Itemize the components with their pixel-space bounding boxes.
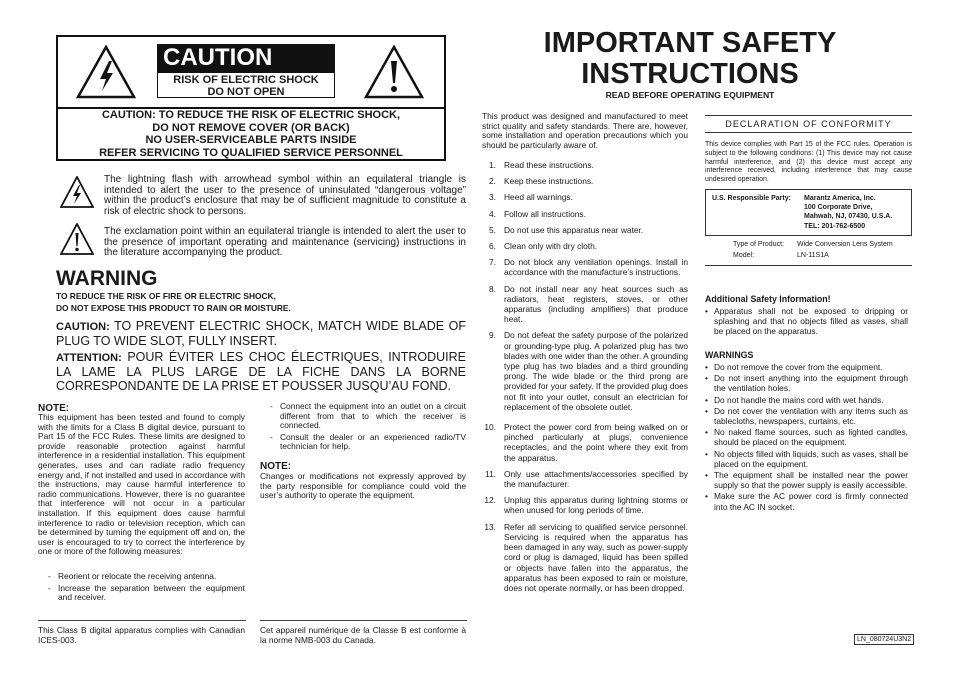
plug-caution-label: CAUTION:	[56, 321, 110, 333]
party-label: U.S. Responsible Party:	[712, 194, 791, 202]
plug-caution	[56, 319, 466, 348]
list-item: • No objects filled with liquids, such as vases, shall be placed on the equipment.	[705, 449, 908, 469]
list-item: • Do not handle the mains cord with wet hands.	[705, 395, 908, 405]
list-item: 10. Protect the power cord from being walked on or pinched particularly at plugs, convenience receptacles, and the point where they exit from the apparatus.	[484, 422, 688, 463]
exclamation-triangle-icon	[364, 45, 424, 99]
lightning-symbol-text: The lightning flash with arrowhead symbol within an equilateral triangle is intended to alert the user to the presence of uninsulated “dangerous voltage” within the product’s enclosure that may be of sufficient magnitude to constitute a risk of electric shock to persons.	[104, 174, 466, 217]
list-item: • Do not cover the ventilation with any items such as tablecloths, newspapers, curtains, etc.	[705, 406, 908, 426]
caution-line: REFER SERVICING TO QUALIFIED SERVICE PERSONNEL	[99, 146, 403, 159]
caution-sub-line1: RISK OF ELECTRIC SHOCK	[173, 74, 319, 86]
note-heading: NOTE:	[38, 403, 70, 414]
page-title	[520, 28, 860, 90]
type-label: Type of Product:	[733, 240, 784, 248]
additional-safety-list	[705, 306, 908, 338]
list-item: • The equipment shall be installed near the power supply so that the power supply is easily accessible.	[705, 470, 908, 490]
caution-statements	[58, 109, 444, 159]
list-item: 7. Do not block any ventilation openings. Install in accordance with the manufacture’s instructions.	[489, 257, 688, 278]
list-item: 12. Unplug this apparatus during lightning storms or when unused for long periods of time.	[484, 495, 688, 516]
list-item: 3. Heed all warnings.	[489, 192, 573, 203]
declaration-of-conformity	[705, 115, 912, 266]
plug-caution-text: TO PREVENT ELECTRIC SHOCK, MATCH WIDE BLADE OF PLUG TO WIDE SLOT, FULLY INSERT.	[56, 319, 466, 348]
measures-list-left	[48, 572, 245, 605]
caution-line: CAUTION: TO REDUCE THE RISK OF ELECTRIC SHOCK,	[101, 109, 401, 121]
caution-title: CAUTION	[157, 44, 335, 72]
list-item: 11. Only use attachments/accessories specified by the manufacturer.	[484, 468, 688, 490]
exclamation-triangle-icon	[60, 223, 94, 255]
caution-box	[56, 35, 446, 161]
divider	[260, 620, 467, 621]
list-item: 13. Refer all servicing to qualified service personnel. Servicing is required when the apparatus has been damaged in any way, such as power-supply cord or plug is damaged, liquid has been spilled or objects have fallen into the apparatus, the apparatus has been exposed to rain or moisture, does not operate normally, or has been dropped.	[484, 521, 688, 593]
product-info	[705, 239, 912, 261]
additional-safety-heading: Additional Safety Information!	[705, 294, 831, 304]
warning-sub-line1: TO REDUCE THE RISK OF FIRE OR ELECTRIC SHOCK,	[56, 291, 276, 301]
model-value: LN-11S1A	[797, 251, 829, 259]
divider	[705, 265, 912, 266]
lightning-triangle-icon	[76, 45, 136, 99]
plug-attention-label: ATTENTION:	[56, 352, 122, 364]
party-details: Marantz America, Inc. 100 Corporate Drive, Mahwah, NJ, 07430, U.S.A. TEL: 201-762-6500	[804, 194, 893, 230]
warning-title: WARNING	[56, 267, 158, 290]
list-item: • Make sure the AC power cord is firmly connected into the AC IN socket.	[705, 491, 908, 511]
warnings-heading: WARNINGS	[705, 350, 754, 360]
list-item: • Apparatus shall not be exposed to dripping or splashing and that no objects filled as vases, shall be placed on the apparatus.	[705, 306, 908, 337]
lightning-triangle-icon	[60, 176, 94, 208]
note2-text: Changes or modifications not expressly approved by the party responsible for compliance could void the user’s authority to operate the equipment.	[260, 471, 466, 501]
list-item: • No naked flame sources, such as lighted candles, should be placed on the equipment.	[705, 427, 908, 447]
declaration-text: This device complies with Part 15 of the FCC rules. Operation is subject to the following conditions: (1) This device may not cause harmful interference, and (2) this device must accept any interference received, including interference that may cause undesired operation.	[705, 141, 912, 184]
caution-header	[58, 37, 444, 109]
caution-subtitle	[157, 72, 335, 98]
list-item: - Reorient or relocate the receiving antenna.	[48, 572, 245, 582]
list-item: - Connect the equipment into an outlet on a circuit different from that to which the receiver is connected.	[270, 402, 466, 431]
list-item: - Increase the separation between the equipment and receiver.	[48, 584, 245, 603]
list-item: 2. Keep these instructions.	[489, 176, 594, 187]
document-code: LN_080724U3N2	[854, 634, 914, 645]
responsible-party-box	[705, 189, 912, 236]
safety-instructions-list	[482, 160, 688, 599]
plug-attention	[56, 350, 466, 393]
title-line2: INSTRUCTIONS	[581, 58, 799, 90]
list-item: - Consult the dealer or an experienced radio/TV technician for help.	[270, 433, 466, 452]
type-value: Wide Conversion Lens System	[797, 240, 893, 248]
caution-line: NO USER-SERVICEABLE PARTS INSIDE	[145, 134, 357, 146]
model-label: Model:	[733, 251, 755, 259]
plug-attention-text: POUR ÉVITER LES CHOC ÉLECTRIQUES, INTRODUIRE LA LAME LA PLUS LARGE DE LA FICHE DANS LA BORNE CORRESPONDANTE DE LA PRISE ET POUSSER JUSQU’AU FOND.	[56, 350, 466, 393]
list-item: 4. Follow all instructions.	[489, 208, 586, 219]
canada-statement-en: This Class B digital apparatus complies with Canadian ICES-003.	[38, 625, 245, 645]
list-item: 9. Do not defeat the safety purpose of the polarized or grounding-type plug. A polarized plug has two blades with one wider than the other. A grounding type plug has two blades and a third grounding prong. The wide blade or the third prong are provided for your safety. If the provided plug does not fit into your outlet, consult an electrician for replacement of the obsolete outlet.	[489, 330, 688, 412]
canada-statement-fr: Cet appareil numérique de la Classe B est conforme à la norme NMB-003 du Canada.	[260, 625, 466, 645]
list-item: 5. Do not use this apparatus near water.	[489, 224, 644, 235]
list-item: 1. Read these instructions.	[489, 160, 594, 170]
measures-list-right	[270, 402, 466, 454]
caution-sub-line2: DO NOT OPEN	[207, 86, 285, 98]
list-item: • Do not remove the cover from the equipment.	[705, 362, 908, 372]
list-item: 6. Clean only with dry cloth.	[489, 241, 598, 252]
exclamation-symbol-text: The exclamation point within an equilateral triangle is intended to alert the user to the presence of important operating and maintenance (servicing) instructions in the literature accompanying the product.	[104, 226, 466, 258]
list-item: • Do not insert anything into the equipment through the ventilation holes.	[705, 373, 908, 393]
safety-intro: This product was designed and manufactured to meet strict quality and safety standards. There are, however, some installation and operation precautions which you should be particularly aware of.	[482, 111, 688, 150]
warnings-list	[705, 362, 908, 513]
title-line1: IMPORTANT SAFETY	[543, 27, 837, 59]
declaration-heading: DECLARATION OF CONFORMITY	[705, 115, 912, 133]
fcc-note-text: This equipment has been tested and found to comply with the limits for a Class B digital device, pursuant to Part 15 of the FCC Rules. These limits are designed to provide reasonable protection against harmful interference in a residential installation. This equipment generates, uses and can radiate radio frequency energy and, if not installed and used in accordance with the instructions, may cause harmful interference to radio communications. However, there is no guarantee that interference will not occur in a particular installation. If this equipment does cause harmful interference to radio or television reception, which can be determined by turning the equipment off and on, the user is encouraged to try to correct the interference by one or more of the following measures:	[38, 412, 245, 557]
read-before-subtitle: READ BEFORE OPERATING EQUIPMENT	[605, 90, 775, 100]
caution-line: DO NOT REMOVE COVER (OR BACK)	[152, 121, 350, 134]
note2-heading: NOTE:	[260, 461, 292, 472]
list-item: 8. Do not install near any heat sources such as radiators, heat registers, stoves, or other apparatus (including amplifiers) that produce heat.	[489, 283, 688, 325]
warning-sub-line2: DO NOT EXPOSE THIS PRODUCT TO RAIN OR MOISTURE.	[56, 302, 291, 313]
warning-subtitle	[56, 291, 291, 314]
divider	[38, 620, 246, 621]
